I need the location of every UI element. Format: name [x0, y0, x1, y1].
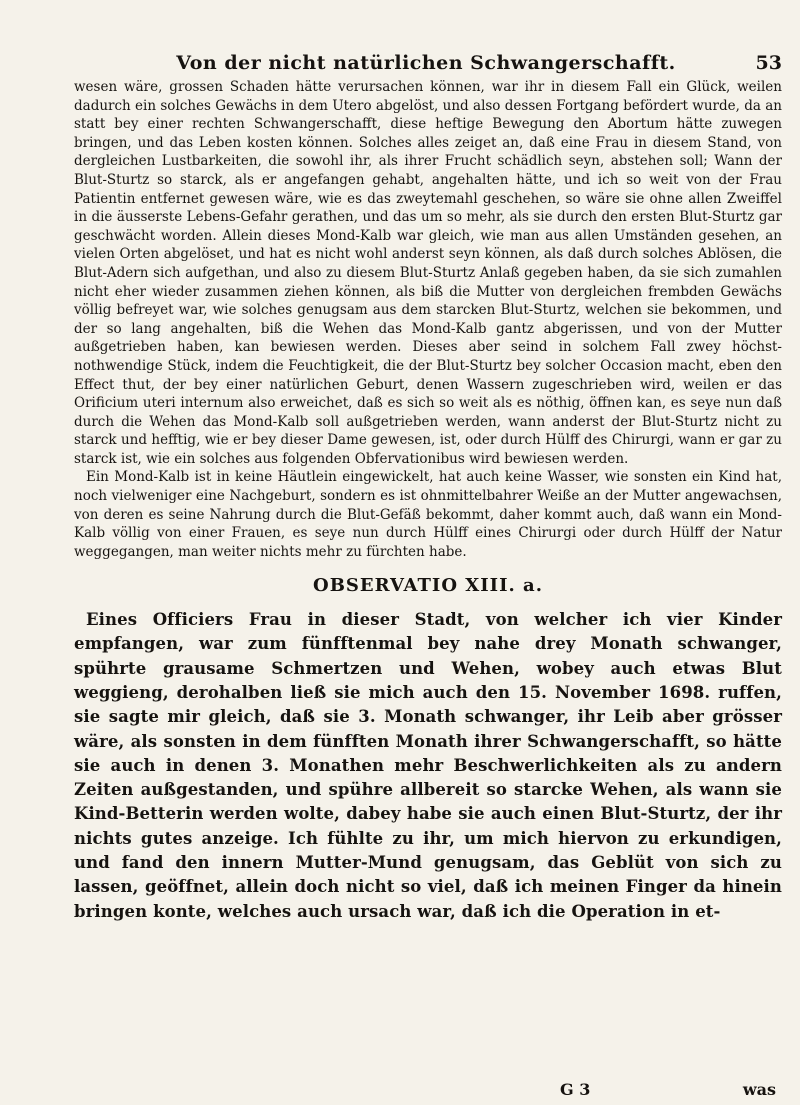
observation-heading: OBSERVATIO XIII. a. — [313, 575, 543, 597]
paragraph-2: Ein Mond-Kalb ist in keine Häutlein eingewickelt, hat auch keine Wasser, wie sonsten ein Kind hat, noch vielweniger eine Nachgeburt, sondern es ist ohnmittelbahrer Weiße an der Mutter angewachsen, von deren es seine Nahrung durch die Blut-Gefäß bekommt, daher kommt auch, daß wann ein Mond-Kalb völlig von einer Frauen, es seye nun durch Hülff eines Chirurgi oder durch Hülff der Natur weggegangen, man weiter nichts mehr zu fürchten habe. — [74, 469, 782, 560]
signature-mark: G 3 — [560, 1080, 591, 1099]
page-number: 53 — [755, 52, 782, 74]
page-header — [70, 48, 782, 74]
observation-paragraph: Eines Officiers Frau in dieser Stadt, von welcher ich vier Kinder empfangen, war zum fünfftenmal bey nahe drey Monath schwanger, spührte grausame Schmertzen und Wehen, wobey auch etwas Blut weggieng, derohalben ließ sie mich auch den 15. November 1698. ruffen, sie sagte mir gleich, daß sie 3. Monath schwanger, ihr Leib aber grösser wäre, als sonsten in dem fünfften Monath ihrer Schwangerschafft, so hätte sie auch in denen 3. Monathen mehr Beschwerlichkeiten als zu andern Zeiten außgestanden, und spühre allbereit so starcke Wehen, als wann sie Kind-Betterin werden wolte, dabey habe sie auch einen Blut-Sturtz, der ihr nichts gutes anzeige. Ich fühlte zu ihr, um mich hiervon zu erkundigen, und fand den innern Mutter-Mund genugsam, das Geblüt von sich zu lassen, geöffnet, allein doch nicht so viel, daß ich meinen Finger da hinein bringen konte, welches auch ursach war, daß ich die Operation in et- — [74, 610, 782, 921]
catchword: was — [742, 1080, 776, 1099]
body-text — [74, 78, 782, 924]
observation-section — [74, 608, 782, 924]
running-title: Von der nicht natürlichen Schwangerschafft. — [176, 52, 676, 74]
paragraph-1: wesen wäre, grossen Schaden hätte verursachen können, war ihr in diesem Fall ein Glück, weilen dadurch ein solches Gewächs in dem Utero abgelöst, und also dessen Fortgang befördert wurde, da an statt bey einer rechten Schwangerschafft, diese heftige Bewegung den Abortum hätte zuwegen bringen, und das Leben kosten können. Solches alles zeiget an, daß eine Frau in diesem Stand, von dergleichen Lustbarkeiten, die sowohl ihr, als ihrer Frucht schädlich seyn, abstehen soll; Wann der Blut-Sturtz so starck, als er angefangen gehabt, angehalten hätte, und ich so weit von der Frau Patientin entfernet gewesen wäre, wie es das zweytemahl geschehen, so wäre sie ohne allen Zweiffel in die äusserste Lebens-Gefahr gerathen, und das um so mehr, als sie durch den ersten Blut-Sturtz gar geschwächt worden. Allein dieses Mond-Kalb war gleich, wie man aus allen Umständen gesehen, an vielen Orten abgelöset, und hat es nicht wohl anderst seyn können, als daß durch solches Ablösen, die Blut-Adern sich aufgethan, und also zu diesem Blut-Sturtz Anlaß gegeben haben, da sie sich zumahlen nicht eher wieder zusammen ziehen können, als biß die Mutter von dergleichen frembden Gewächs völlig befreyet war, wie solches genugsam aus dem starcken Blut-Sturtz, welchen sie bekommen, und der so lang angehalten, biß die Wehen das Mond-Kalb gantz abgerissen, und von der Mutter außgetrieben haben, kan bewiesen werden. Dieses aber seind in solchem Fall zwey höchst-nothwendige Stück, indem die Feuchtigkeit, die der Blut-Sturtz bey solcher Occasion macht, eben den Effect thut, der bey einer natürlichen Geburt, denen Wassern zugeschrieben wird, weilen er das Orificium uteri internum also erweichet, daß es sich so weit als es nöthig, öffnen kan, es seye nun daß durch die Wehen das Mond-Kalb soll außgetrieben werden, wann anderst der Blut-Sturtz nicht zu starck und hefftig, wie er bey dieser Dame gewesen, ist, oder durch Hülff des Chirurgi, wann er gar zu starck ist, wie ein solches aus folgenden Obfervationibus wird bewiesen werden. — [74, 79, 782, 467]
